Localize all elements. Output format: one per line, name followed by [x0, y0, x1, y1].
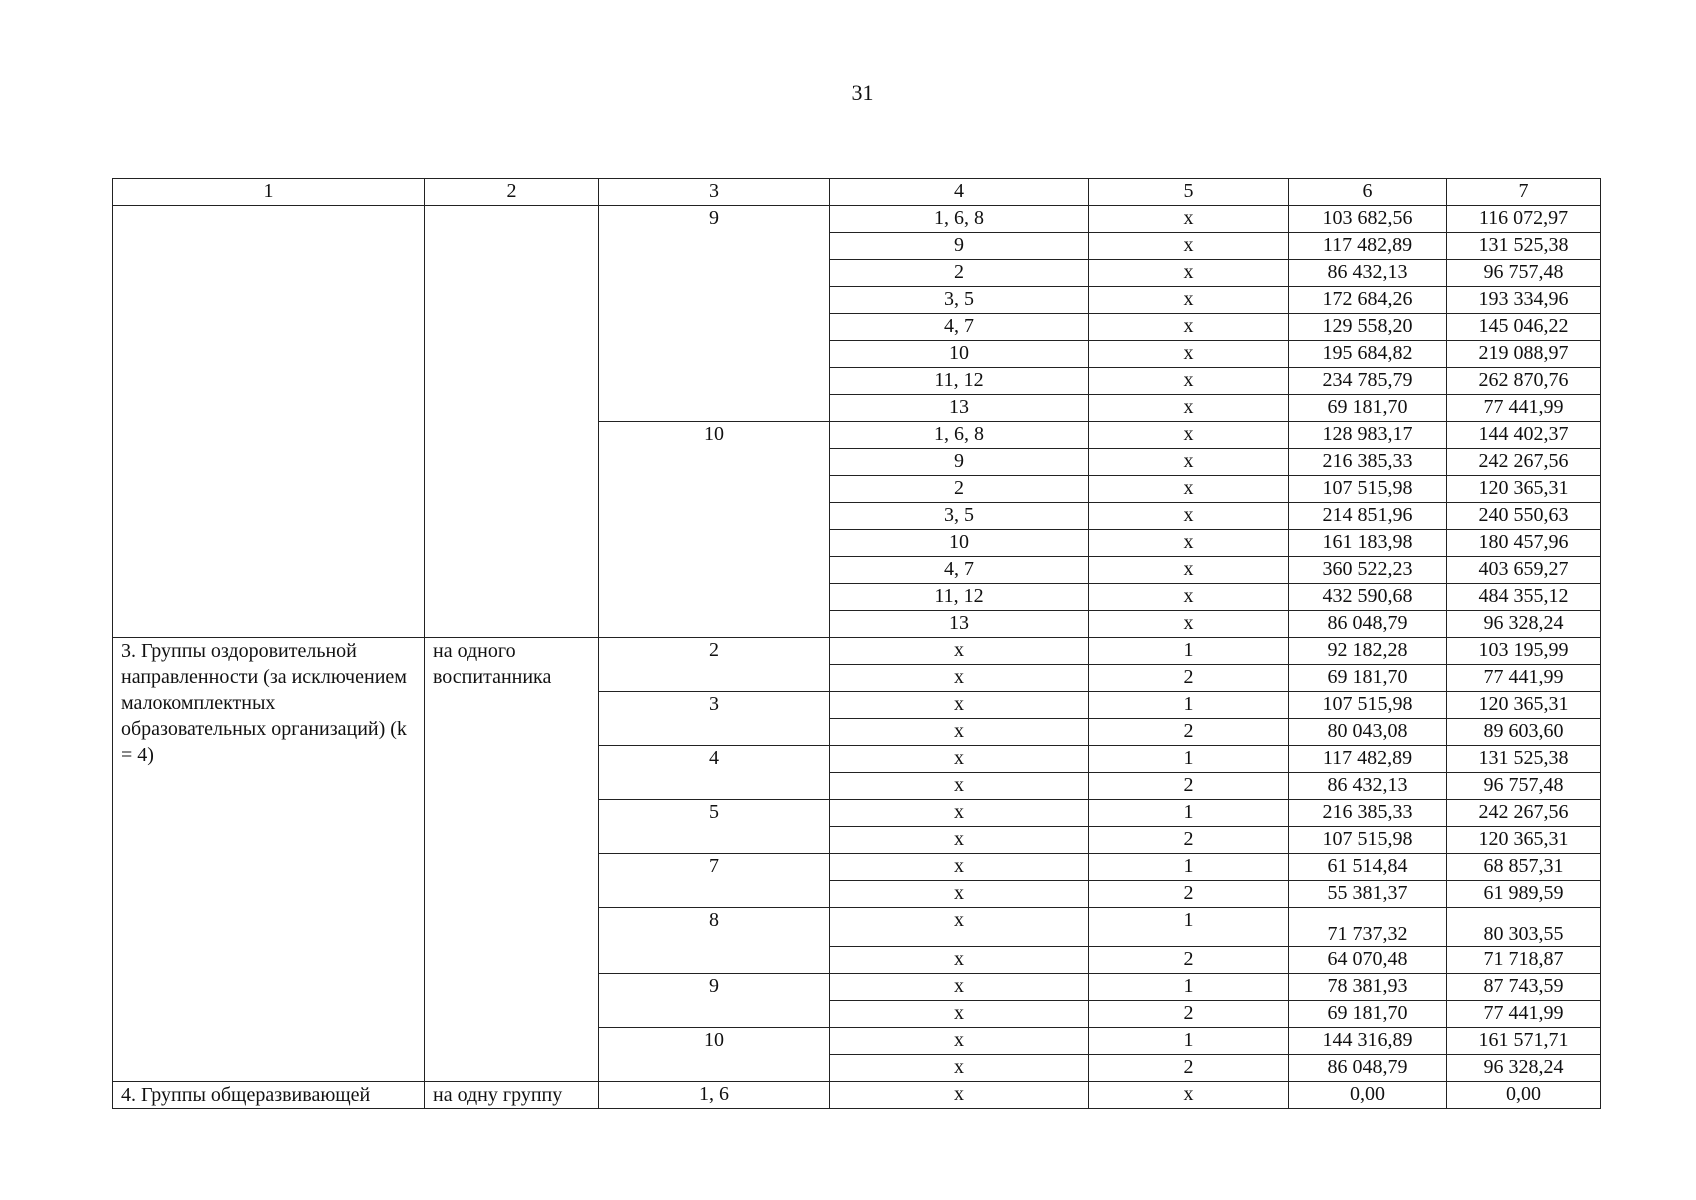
column-number-6: 6 — [1289, 179, 1447, 206]
col7-value-cell: 61 989,59 — [1447, 881, 1601, 908]
col4-cell: х — [830, 947, 1089, 974]
column-number-5: 5 — [1089, 179, 1289, 206]
col4-cell: 4, 7 — [830, 314, 1089, 341]
col7-value-cell: 77 441,99 — [1447, 665, 1601, 692]
col4-cell: х — [830, 854, 1089, 881]
col5-cell: х — [1089, 206, 1289, 233]
col4-cell: 11, 12 — [830, 584, 1089, 611]
col6-value-cell: 234 785,79 — [1289, 368, 1447, 395]
group-number-cell: 5 — [599, 800, 830, 854]
col6-value-cell: 360 522,23 — [1289, 557, 1447, 584]
col4-cell: х — [830, 827, 1089, 854]
col6-value-cell: 129 558,20 — [1289, 314, 1447, 341]
col5-cell: х — [1089, 233, 1289, 260]
col4-cell: х — [830, 692, 1089, 719]
col6-value-cell: 128 983,17 — [1289, 422, 1447, 449]
col4-cell: 1, 6, 8 — [830, 422, 1089, 449]
col6-value-cell: 195 684,82 — [1289, 341, 1447, 368]
column-number-3: 3 — [599, 179, 830, 206]
col7-value-cell: 68 857,31 — [1447, 854, 1601, 881]
col5-cell: 2 — [1089, 827, 1289, 854]
continuation-cell-col2 — [425, 206, 599, 638]
col6-value-cell: 107 515,98 — [1289, 476, 1447, 503]
col4-cell: х — [830, 800, 1089, 827]
col7-value-cell: 96 757,48 — [1447, 773, 1601, 800]
col7-value-cell: 71 718,87 — [1447, 947, 1601, 974]
group-number-cell: 7 — [599, 854, 830, 908]
col6-value-cell: 55 381,37 — [1289, 881, 1447, 908]
col4-cell: 13 — [830, 611, 1089, 638]
col5-cell: 1 — [1089, 854, 1289, 881]
group-number-cell: 3 — [599, 692, 830, 746]
col5-cell: х — [1089, 422, 1289, 449]
col4-cell: х — [830, 719, 1089, 746]
col7-value-cell: 116 072,97 — [1447, 206, 1601, 233]
group-number-cell: 10 — [599, 422, 830, 638]
col7-value-cell: 96 757,48 — [1447, 260, 1601, 287]
group-number-cell: 1, 6 — [599, 1082, 830, 1109]
col7-value-cell: 120 365,31 — [1447, 827, 1601, 854]
continuation-cell-col1 — [113, 206, 425, 638]
col4-cell: х — [830, 1001, 1089, 1028]
col5-cell: 1 — [1089, 974, 1289, 1001]
col5-cell: х — [1089, 1082, 1289, 1109]
col5-cell: 1 — [1089, 638, 1289, 665]
group-number-cell: 2 — [599, 638, 830, 692]
col7-value-cell: 89 603,60 — [1447, 719, 1601, 746]
table-body — [113, 179, 1601, 1109]
col4-cell: х — [830, 974, 1089, 1001]
col4-cell: х — [830, 665, 1089, 692]
section3-title: 3. Группы оздоровительной направленности (за исключением малокомплектных образовательных организаций) (k = 4) — [113, 638, 425, 1082]
column-number-7: 7 — [1447, 179, 1601, 206]
col4-cell: 3, 5 — [830, 503, 1089, 530]
group-number-cell: 4 — [599, 746, 830, 800]
col5-cell: х — [1089, 530, 1289, 557]
col6-value-cell: 432 590,68 — [1289, 584, 1447, 611]
col6-value-cell: 69 181,70 — [1289, 395, 1447, 422]
col4-cell: х — [830, 1028, 1089, 1055]
col4-cell: х — [830, 773, 1089, 800]
col7-value-cell: 403 659,27 — [1447, 557, 1601, 584]
col6-value-cell: 86 432,13 — [1289, 260, 1447, 287]
col7-value-cell: 262 870,76 — [1447, 368, 1601, 395]
col6-value-cell: 69 181,70 — [1289, 665, 1447, 692]
col5-cell: х — [1089, 449, 1289, 476]
col6-value-cell: 64 070,48 — [1289, 947, 1447, 974]
group-number-cell: 9 — [599, 974, 830, 1028]
col4-cell: 4, 7 — [830, 557, 1089, 584]
col7-value-cell: 80 303,55 — [1447, 908, 1601, 947]
col4-cell: х — [830, 746, 1089, 773]
section3-unit: на одного воспитанника — [425, 638, 599, 1082]
col5-cell: х — [1089, 287, 1289, 314]
col5-cell: 1 — [1089, 1028, 1289, 1055]
col4-cell: х — [830, 881, 1089, 908]
col6-value-cell: 161 183,98 — [1289, 530, 1447, 557]
col5-cell: 2 — [1089, 1055, 1289, 1082]
col6-value-cell: 69 181,70 — [1289, 1001, 1447, 1028]
col6-value-cell: 103 682,56 — [1289, 206, 1447, 233]
col5-cell: 2 — [1089, 881, 1289, 908]
col6-value-cell: 107 515,98 — [1289, 692, 1447, 719]
table-row — [113, 206, 1601, 233]
table-row — [113, 1082, 1601, 1109]
col5-cell: х — [1089, 314, 1289, 341]
col4-cell: 13 — [830, 395, 1089, 422]
col5-cell: х — [1089, 395, 1289, 422]
col4-cell: 11, 12 — [830, 368, 1089, 395]
col5-cell: 2 — [1089, 665, 1289, 692]
col6-value-cell: 92 182,28 — [1289, 638, 1447, 665]
table-row — [113, 638, 1601, 665]
col5-cell: 2 — [1089, 1001, 1289, 1028]
col7-value-cell: 120 365,31 — [1447, 476, 1601, 503]
col5-cell: х — [1089, 503, 1289, 530]
col7-value-cell: 103 195,99 — [1447, 638, 1601, 665]
col6-value-cell: 86 048,79 — [1289, 611, 1447, 638]
col4-cell: х — [830, 1055, 1089, 1082]
col7-value-cell: 219 088,97 — [1447, 341, 1601, 368]
col6-value-cell: 86 432,13 — [1289, 773, 1447, 800]
col7-value-cell: 131 525,38 — [1447, 746, 1601, 773]
col5-cell: 1 — [1089, 800, 1289, 827]
column-number-4: 4 — [830, 179, 1089, 206]
col7-value-cell: 242 267,56 — [1447, 800, 1601, 827]
col7-value-cell: 96 328,24 — [1447, 1055, 1601, 1082]
section4-title: 4. Группы общеразвивающей — [113, 1082, 425, 1109]
col4-cell: 2 — [830, 260, 1089, 287]
column-number-1: 1 — [113, 179, 425, 206]
col6-value-cell: 80 043,08 — [1289, 719, 1447, 746]
col4-cell: 9 — [830, 449, 1089, 476]
group-number-cell: 10 — [599, 1028, 830, 1082]
col6-value-cell: 216 385,33 — [1289, 800, 1447, 827]
col5-cell: 2 — [1089, 719, 1289, 746]
group-number-cell: 8 — [599, 908, 830, 974]
col5-cell: 2 — [1089, 773, 1289, 800]
col6-value-cell: 172 684,26 — [1289, 287, 1447, 314]
col7-value-cell: 131 525,38 — [1447, 233, 1601, 260]
col4-cell: 10 — [830, 341, 1089, 368]
col6-value-cell: 0,00 — [1289, 1082, 1447, 1109]
col7-value-cell: 120 365,31 — [1447, 692, 1601, 719]
data-table — [112, 178, 1601, 1109]
col4-cell: 3, 5 — [830, 287, 1089, 314]
col5-cell: х — [1089, 260, 1289, 287]
col7-value-cell: 193 334,96 — [1447, 287, 1601, 314]
col6-value-cell: 107 515,98 — [1289, 827, 1447, 854]
col7-value-cell: 242 267,56 — [1447, 449, 1601, 476]
col4-cell: х — [830, 1082, 1089, 1109]
col5-cell: х — [1089, 557, 1289, 584]
col7-value-cell: 77 441,99 — [1447, 395, 1601, 422]
group-number-cell: 9 — [599, 206, 830, 422]
col5-cell: х — [1089, 341, 1289, 368]
col4-cell: 10 — [830, 530, 1089, 557]
col6-value-cell: 86 048,79 — [1289, 1055, 1447, 1082]
col7-value-cell: 161 571,71 — [1447, 1028, 1601, 1055]
col7-value-cell: 144 402,37 — [1447, 422, 1601, 449]
col5-cell: 1 — [1089, 908, 1289, 947]
col7-value-cell: 240 550,63 — [1447, 503, 1601, 530]
col7-value-cell: 145 046,22 — [1447, 314, 1601, 341]
col7-value-cell: 96 328,24 — [1447, 611, 1601, 638]
col5-cell: х — [1089, 611, 1289, 638]
col7-value-cell: 180 457,96 — [1447, 530, 1601, 557]
section4-unit: на одну группу — [425, 1082, 599, 1109]
col7-value-cell: 87 743,59 — [1447, 974, 1601, 1001]
col4-cell: 2 — [830, 476, 1089, 503]
col7-value-cell: 0,00 — [1447, 1082, 1601, 1109]
col5-cell: х — [1089, 368, 1289, 395]
page-number: 31 — [851, 80, 874, 105]
column-number-row — [113, 179, 1601, 206]
col4-cell: х — [830, 908, 1089, 947]
col4-cell: 9 — [830, 233, 1089, 260]
column-number-2: 2 — [425, 179, 599, 206]
col6-value-cell: 117 482,89 — [1289, 233, 1447, 260]
col5-cell: 1 — [1089, 692, 1289, 719]
col6-value-cell: 214 851,96 — [1289, 503, 1447, 530]
col5-cell: 1 — [1089, 746, 1289, 773]
col6-value-cell: 117 482,89 — [1289, 746, 1447, 773]
col6-value-cell: 216 385,33 — [1289, 449, 1447, 476]
col6-value-cell: 144 316,89 — [1289, 1028, 1447, 1055]
col4-cell: х — [830, 638, 1089, 665]
col6-value-cell: 61 514,84 — [1289, 854, 1447, 881]
col6-value-cell: 78 381,93 — [1289, 974, 1447, 1001]
col5-cell: 2 — [1089, 947, 1289, 974]
col6-value-cell: 71 737,32 — [1289, 908, 1447, 947]
col7-value-cell: 484 355,12 — [1447, 584, 1601, 611]
col4-cell: 1, 6, 8 — [830, 206, 1089, 233]
col7-value-cell: 77 441,99 — [1447, 1001, 1601, 1028]
col5-cell: х — [1089, 476, 1289, 503]
col5-cell: х — [1089, 584, 1289, 611]
